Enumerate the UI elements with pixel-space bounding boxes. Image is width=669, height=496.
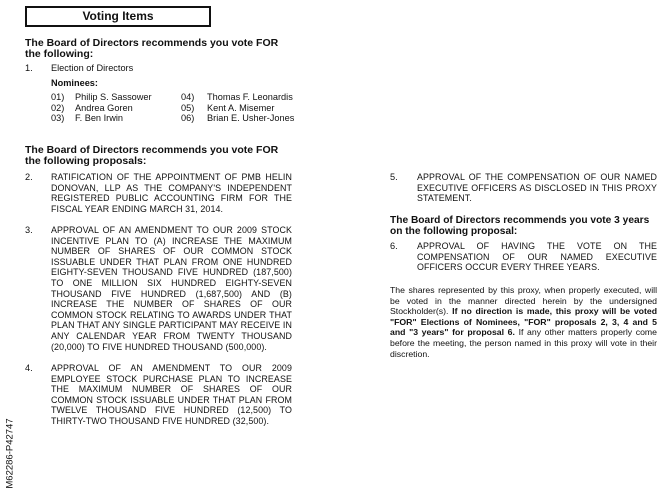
nominee-num: 01) bbox=[51, 92, 65, 102]
nominee-num: 03) bbox=[51, 113, 65, 123]
proxy-note-part3: If any other matters properly come before the meeting, the person named in this proxy will vote in their discretion. bbox=[390, 327, 657, 359]
proposal-number: 6. bbox=[390, 241, 398, 251]
nominee-name: Thomas F. Leonardis bbox=[207, 92, 293, 102]
section3-recommendation: The Board of Directors recommends you vote 3 years on the following proposal: bbox=[390, 215, 650, 237]
proposal-number: 3. bbox=[25, 225, 33, 235]
proposal-text: RATIFICATION OF THE APPOINTMENT OF PMB HELIN DONOVAN, LLP AS THE COMPANY'S INDEPENDENT REGISTERED PUBLIC ACCOUNTING FIRM FOR THE FISCAL YEAR ENDING MARCH 31, 2014. bbox=[51, 172, 292, 214]
document-code: M62286-P42747 bbox=[4, 418, 16, 489]
proposal-text: APPROVAL OF AN AMENDMENT TO OUR 2009 STOCK INCENTIVE PLAN TO (A) INCREASE THE MAXIMUM NUMBER OF SHARES OF OUR COMMON STOCK ISSUABLE UNDER THAT PLAN FROM ONE HUNDRED EIGHTY-SEVEN THOUSAND FIVE HUNDRED (187,500) TO ONE MILLION SIX HUNDRED EIGHTY-SEVEN THOUSAND FIVE HUNDRED (1,687,500) AND (B) INCREASE THE NUMBER OF SHARES OF OUR COMMON STOCK RELATING TO AWARDS UNDER THAT PLAN THAT ANY SINGLE PARTICIPANT MAY RECEIVE IN ANY CALENDAR YEAR FROM TWENTY THOUSAND (20,000) TO FIVE HUNDRED THOUSAND (500,000). bbox=[51, 225, 292, 352]
proxy-note-part1: The shares represented by this proxy, when properly executed, will be voted in the manner directed herein by the undersigned Stockholder(s). bbox=[390, 285, 657, 317]
proposal-text: APPROVAL OF THE COMPENSATION OF OUR NAMED EXECUTIVE OFFICERS AS DISCLOSED IN THIS PROXY STATEMENT. bbox=[417, 172, 657, 204]
nominee-num: 02) bbox=[51, 102, 65, 113]
voting-items-title: Voting Items bbox=[25, 6, 211, 27]
nominees-label: Nominees: bbox=[51, 78, 98, 88]
nominee-num: 06) bbox=[181, 113, 195, 123]
section2-recommendation: The Board of Directors recommends you vote FOR the following proposals: bbox=[25, 144, 279, 167]
proposal-number: 5. bbox=[390, 172, 398, 182]
proposal-text: APPROVAL OF HAVING THE VOTE ON THE COMPENSATION OF OUR NAMED EXECUTIVE OFFICERS OCCUR EVERY THREE YEARS. bbox=[417, 241, 657, 273]
proposal-number: 4. bbox=[25, 363, 33, 373]
nominee-name: Brian E. Usher-Jones bbox=[207, 113, 295, 123]
section1-recommendation: The Board of Directors recommends you vote FOR the following: bbox=[25, 37, 279, 60]
proxy-note bbox=[390, 285, 657, 359]
nominee-num: 05) bbox=[181, 102, 195, 113]
nominee-num: 04) bbox=[181, 92, 195, 102]
proxy-note-bold: If no direction is made, this proxy will be voted "FOR" Elections of Nominees, "FOR" proposals 2, 3, 4 and 5 and "3 years" for proposal 6. bbox=[390, 306, 658, 338]
item1-label: Election of Directors bbox=[51, 63, 134, 73]
proposal-number: 2. bbox=[25, 172, 33, 182]
proposal-text: APPROVAL OF AN AMENDMENT TO OUR 2009 EMPLOYEE STOCK PURCHASE PLAN TO INCREASE THE MAXIMUM NUMBER OF SHARES OF OUR COMMON STOCK ISSUABLE UNDER THAT PLAN FROM TWELVE THOUSAND FIVE HUNDRED (12,500) TO THIRTY-TWO THOUSAND FIVE HUNDRED (32,500). bbox=[51, 363, 292, 426]
nominee-name: Andrea Goren bbox=[75, 102, 133, 113]
nominee-name: F. Ben Irwin bbox=[75, 113, 123, 123]
nominee-name: Kent A. Misemer bbox=[207, 102, 275, 113]
nominee-name: Philip S. Sassower bbox=[75, 92, 152, 102]
item1-number: 1. bbox=[25, 63, 33, 73]
